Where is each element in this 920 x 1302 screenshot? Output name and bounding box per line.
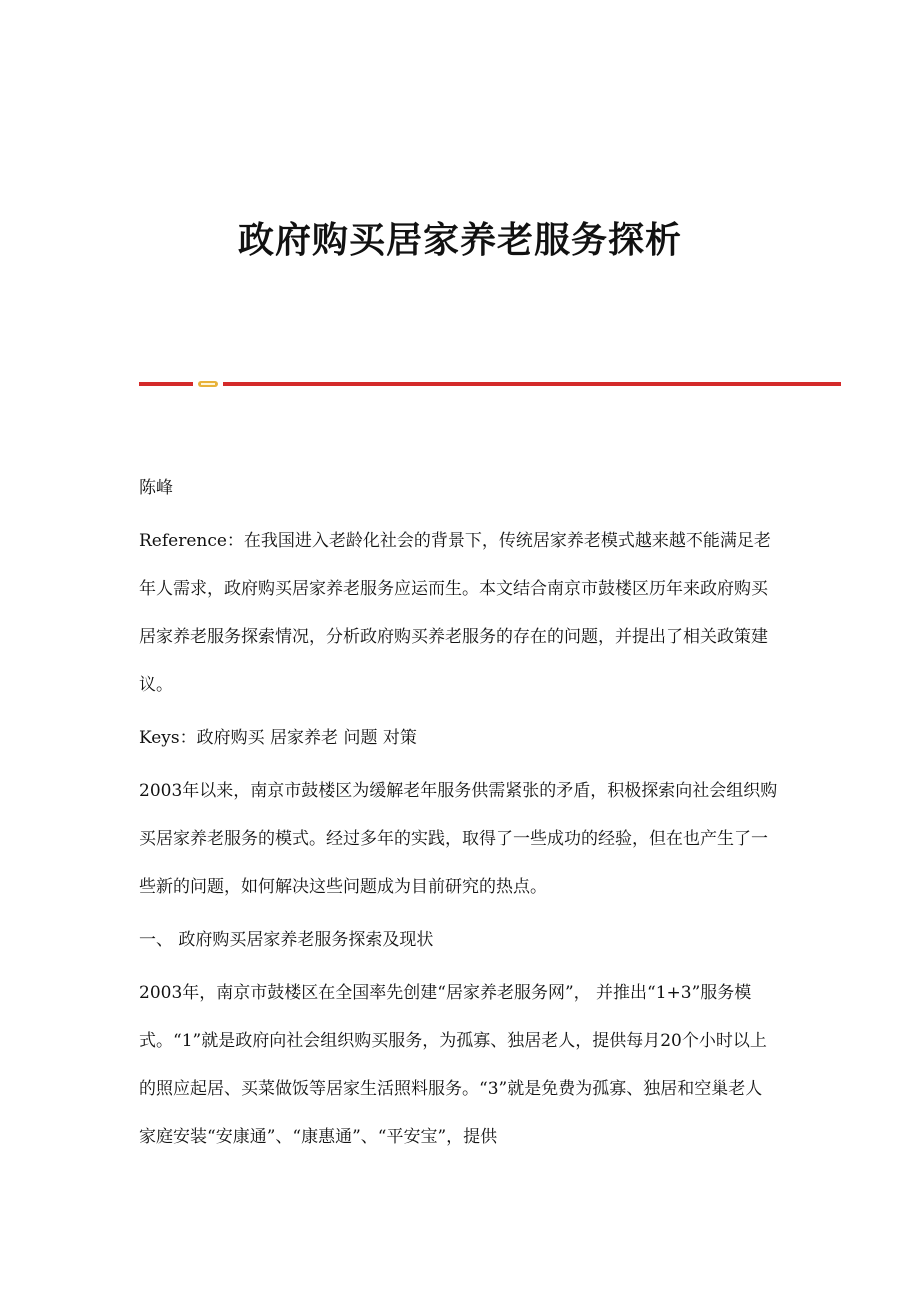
keywords: Keys：政府购买 居家养老 问题 对策 <box>139 728 417 748</box>
paragraph-body: 2003年，南京市鼓楼区在全国率先创建“居家养老服务网”， 并推出“1+3”服务模式。“1”就是政府向社会组织购买服务，为孤寡、独居老人，提供每月20个小时以上的照应起居、买菜做饭等居家生活照料服务。“3”就是免费为孤寡、独居和空巢老人家庭安装“安康通”、“康惠通”、“平安宝”，提供 <box>139 983 767 1147</box>
paragraph-intro: 2003年以来，南京市鼓楼区为缓解老年服务供需紧张的矛盾，积极探索向社会组织购买居家养老服务的模式。经过多年的实践，取得了一些成功的经验，但在也产生了一些新的问题，如何解决这些问题成为目前研究的热点。 <box>139 781 778 897</box>
document-body <box>139 464 779 1166</box>
section-heading: 一、 政府购买居家养老服务探索及现状 <box>139 930 434 950</box>
divider-ornament-icon <box>197 380 219 388</box>
document-title: 政府购买居家养老服务探析 <box>237 219 682 261</box>
author: 陈峰 <box>139 478 173 498</box>
divider-bar-left <box>139 382 193 386</box>
abstract: Reference：在我国进入老龄化社会的背景下，传统居家养老模式越来越不能满足老年人需求，政府购买居家养老服务应运而生。本文结合南京市鼓楼区历年来政府购买居家养老服务探索情况，分析政府购买养老服务的存在的问题，并提出了相关政策建议。 <box>139 531 771 695</box>
title-divider <box>139 379 841 389</box>
divider-bar-right <box>223 382 841 386</box>
